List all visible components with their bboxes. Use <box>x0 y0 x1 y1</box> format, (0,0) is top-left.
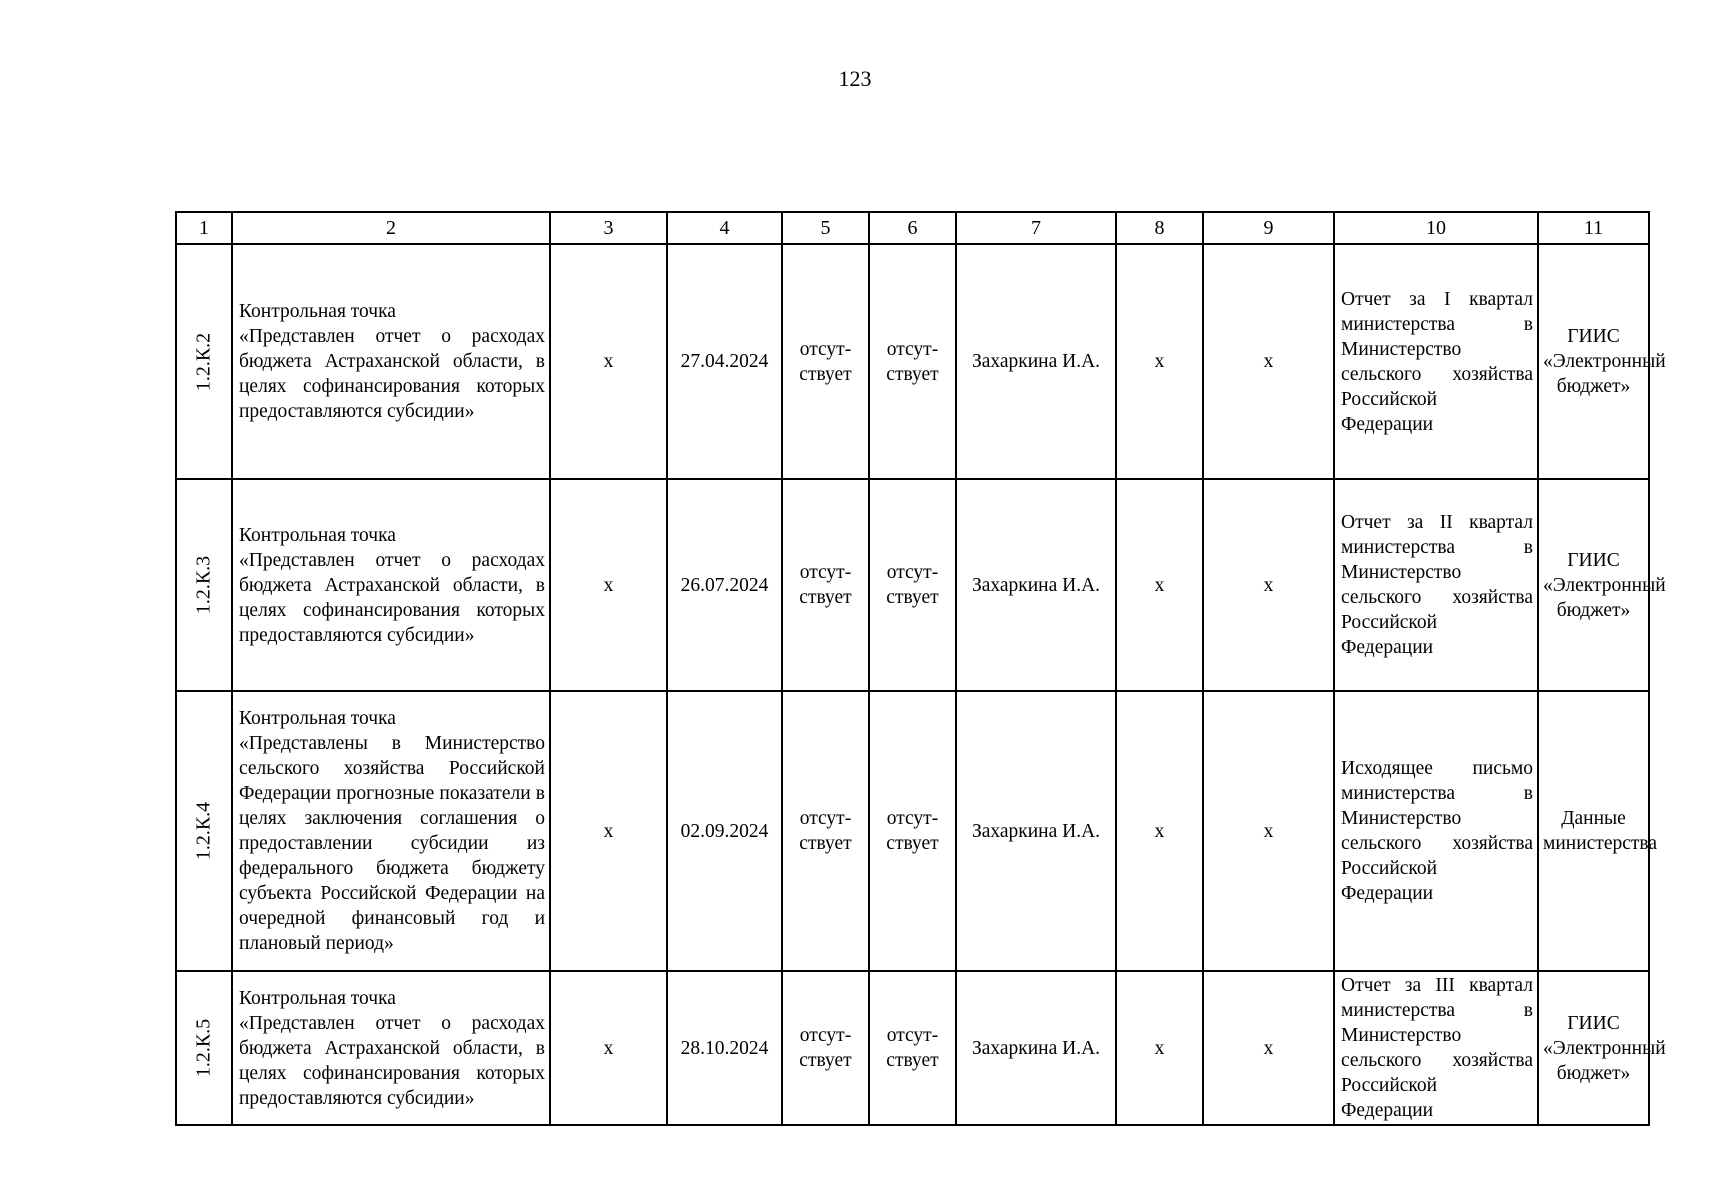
document-cell: Исходящее письмо министерства в Министерство сельского хозяйства Российской Федерации <box>1334 691 1538 971</box>
source-cell: ГИИС «Электронный бюджет» <box>1538 971 1649 1125</box>
row-id-cell <box>176 971 232 1125</box>
description-cell <box>232 691 550 971</box>
col5-cell: отсут- ствует <box>782 244 869 479</box>
column-header: 2 <box>232 212 550 244</box>
col6-cell: отсут- ствует <box>869 479 956 691</box>
table-row <box>176 691 1649 971</box>
col3-cell: х <box>550 971 667 1125</box>
page-number: 123 <box>838 66 872 91</box>
document-cell: Отчет за II квартал министерства в Министерство сельского хозяйства Российской Федерации <box>1334 479 1538 691</box>
col3-cell: х <box>550 479 667 691</box>
col9-cell: х <box>1203 244 1334 479</box>
responsible-cell: Захаркина И.А. <box>956 244 1116 479</box>
date-cell: 28.10.2024 <box>667 971 782 1125</box>
row-id: 1.2.К.3 <box>192 555 215 615</box>
col6-cell: отсут- ствует <box>869 691 956 971</box>
column-header: 3 <box>550 212 667 244</box>
control-point-description: «Представлены в Министерство сельского хозяйства Российской Федерации прогнозные показатели в целях заключения соглашения о предоставлении субсидии из федерального бюджета бюджету субъекта Российской Федерации на очередной финансовый год и плановый период» <box>239 733 545 954</box>
control-point-description: «Представлен отчет о расходах бюджета Астраханской области, в целях софинансирования которых предоставляются субсидии» <box>239 326 545 422</box>
col3-cell: х <box>550 691 667 971</box>
column-header: 7 <box>956 212 1116 244</box>
description-cell <box>232 244 550 479</box>
control-points-table <box>175 211 1666 1126</box>
control-point-title: Контрольная точка <box>239 708 396 729</box>
document-cell: Отчет за III квартал министерства в Министерство сельского хозяйства Российской Федерации <box>1334 971 1538 1125</box>
col8-cell: х <box>1116 691 1203 971</box>
table-row <box>176 244 1649 479</box>
column-header: 8 <box>1116 212 1203 244</box>
col6-cell: отсут- ствует <box>869 971 956 1125</box>
col5-cell: отсут- ствует <box>782 479 869 691</box>
column-header: 6 <box>869 212 956 244</box>
row-id-cell <box>176 244 232 479</box>
row-id: 1.2.К.4 <box>192 801 215 861</box>
col5-cell: отсут- ствует <box>782 971 869 1125</box>
column-header: 9 <box>1203 212 1334 244</box>
col6-cell: отсут- ствует <box>869 244 956 479</box>
responsible-cell: Захаркина И.А. <box>956 971 1116 1125</box>
description-cell <box>232 479 550 691</box>
col5-cell: отсут- ствует <box>782 691 869 971</box>
control-point-description: «Представлен отчет о расходах бюджета Астраханской области, в целях софинансирования которых предоставляются субсидии» <box>239 1012 545 1109</box>
col9-cell: х <box>1203 479 1334 691</box>
date-cell: 27.04.2024 <box>667 244 782 479</box>
row-id: 1.2.К.2 <box>192 332 215 391</box>
column-header: 11 <box>1538 212 1649 244</box>
control-point-title: Контрольная точка <box>239 987 396 1009</box>
control-point-title: Контрольная точка <box>239 524 396 546</box>
description-cell <box>232 971 550 1125</box>
row-id: 1.2.К.5 <box>192 1018 215 1078</box>
column-header: 4 <box>667 212 782 244</box>
column-header: 1 <box>176 212 232 244</box>
date-cell: 26.07.2024 <box>667 479 782 691</box>
control-point-title: Контрольная точка <box>239 301 396 322</box>
table-header-row <box>176 212 1649 244</box>
row-id-cell <box>176 479 232 691</box>
source-cell: Данные министерства <box>1538 691 1649 971</box>
row-id-cell <box>176 691 232 971</box>
source-cell: ГИИС «Электронный бюджет» <box>1538 479 1649 691</box>
table-row <box>176 971 1649 1125</box>
date-cell: 02.09.2024 <box>667 691 782 971</box>
document-cell: Отчет за I квартал министерства в Министерство сельского хозяйства Российской Федерации <box>1334 244 1538 479</box>
column-header: 10 <box>1334 212 1538 244</box>
col8-cell: х <box>1116 971 1203 1125</box>
col8-cell: х <box>1116 244 1203 479</box>
responsible-cell: Захаркина И.А. <box>956 479 1116 691</box>
column-header: 5 <box>782 212 869 244</box>
col9-cell: х <box>1203 691 1334 971</box>
table-row <box>176 479 1649 691</box>
col8-cell: х <box>1116 479 1203 691</box>
col9-cell: х <box>1203 971 1334 1125</box>
control-point-description: «Представлен отчет о расходах бюджета Астраханской области, в целях софинансирования которых предоставляются субсидии» <box>239 549 545 646</box>
source-cell: ГИИС «Электронный бюджет» <box>1538 244 1649 479</box>
col3-cell: х <box>550 244 667 479</box>
responsible-cell: Захаркина И.А. <box>956 691 1116 971</box>
